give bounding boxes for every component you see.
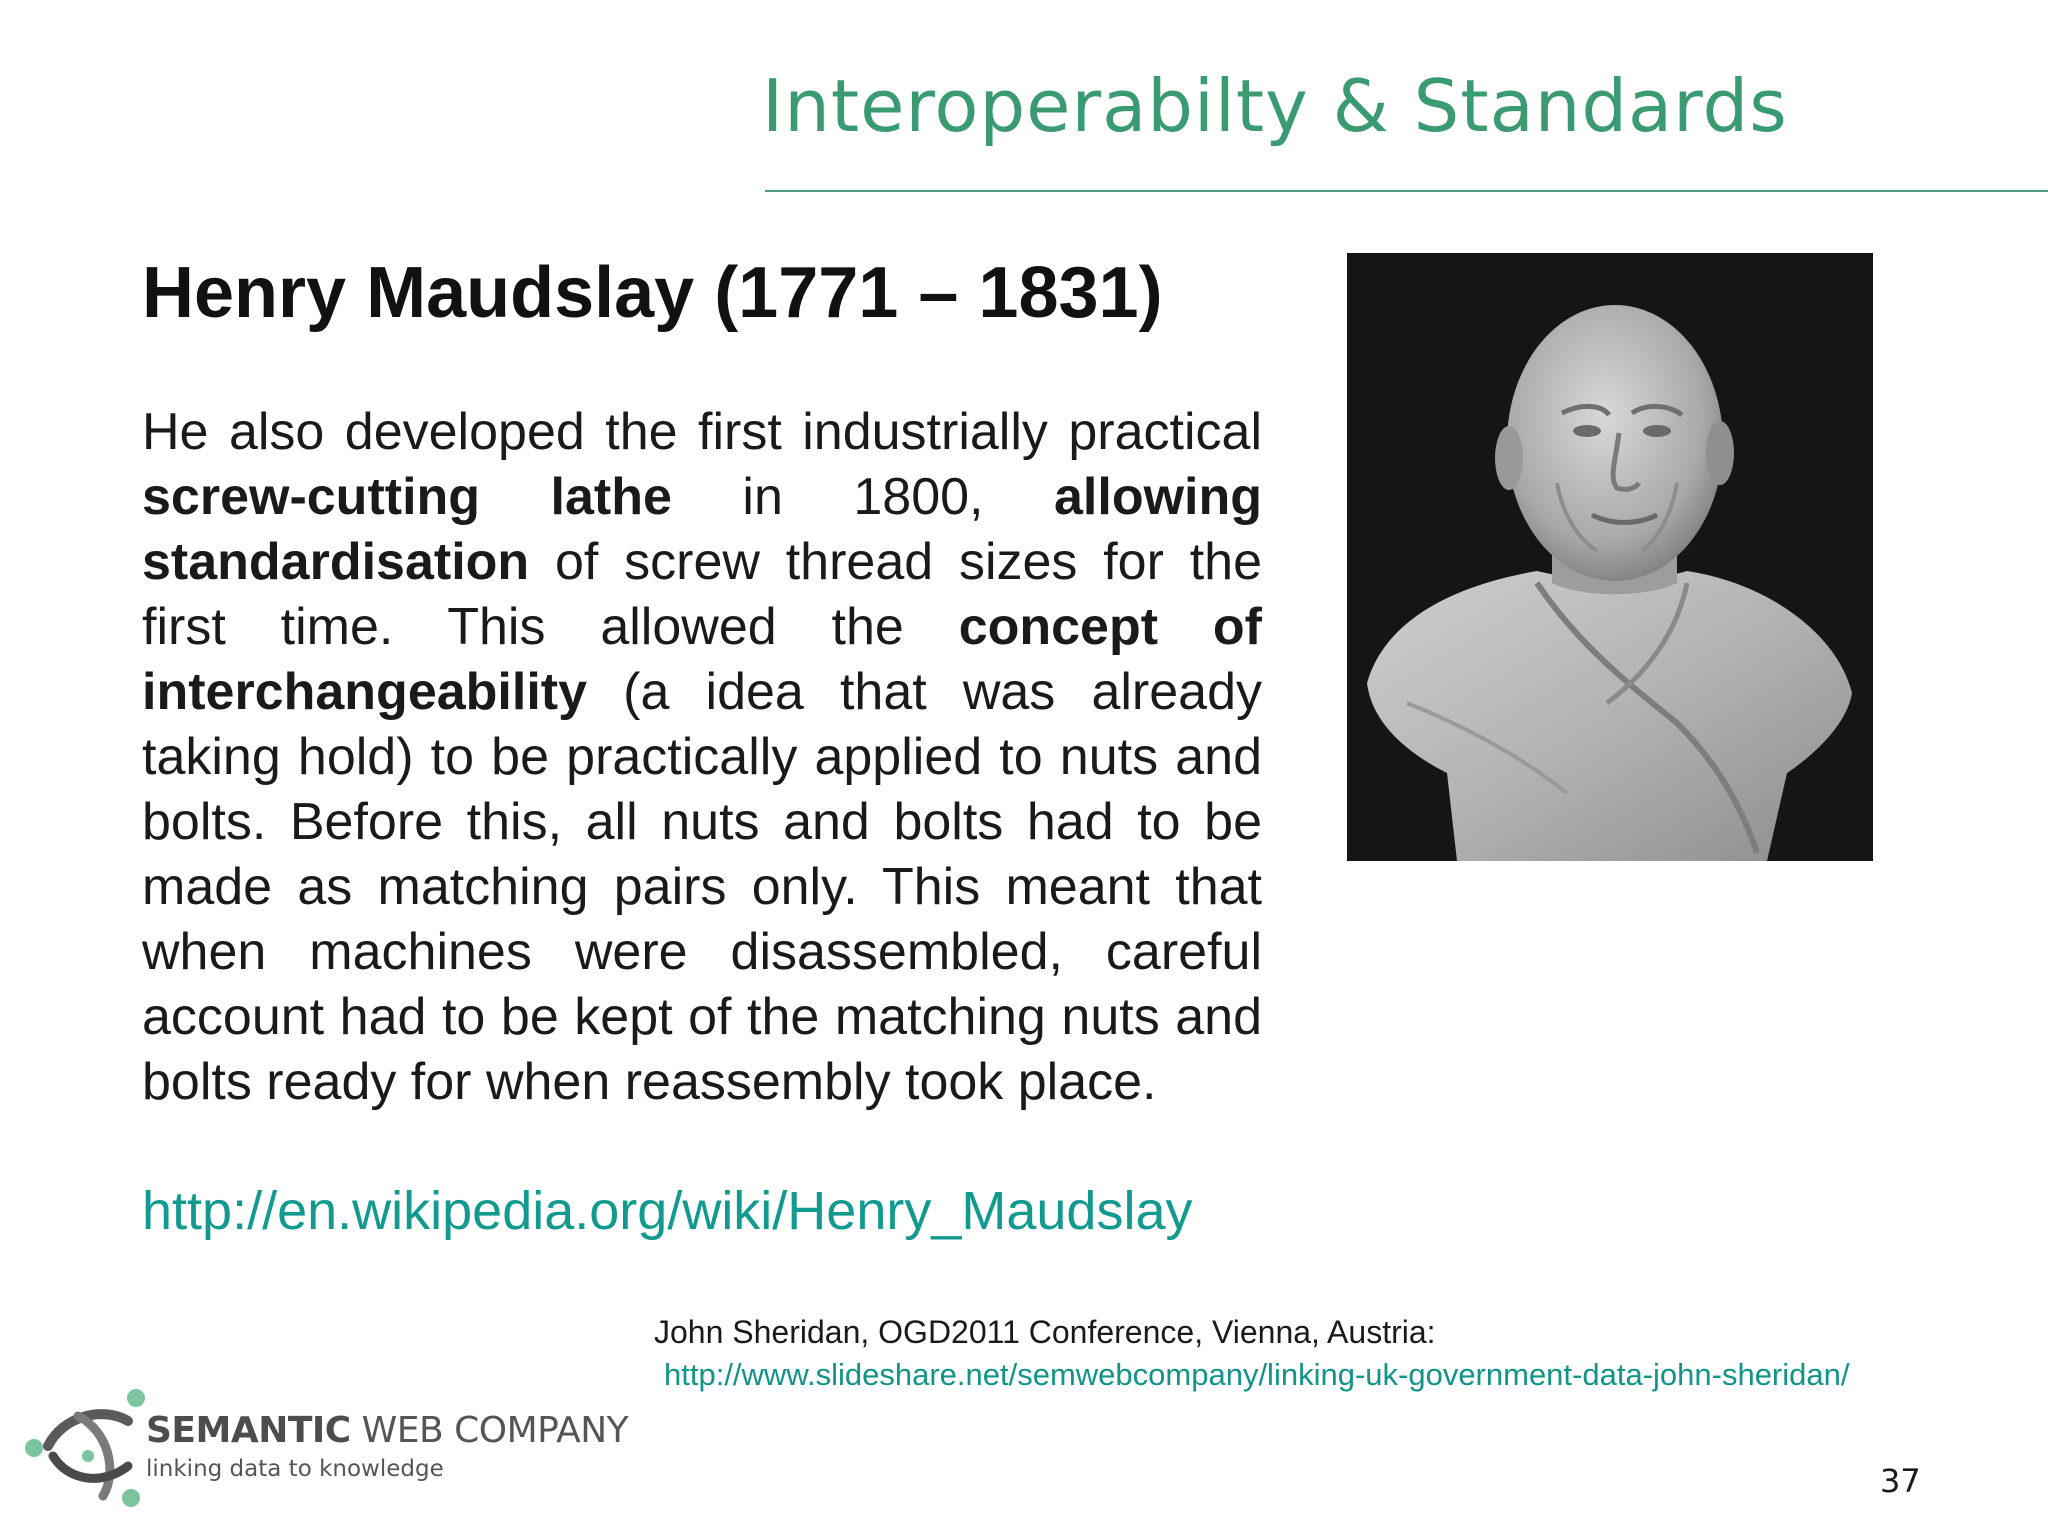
body-bold-segment: allowing standardisation: [142, 468, 1262, 591]
logo-tagline: linking data to knowledge: [146, 1456, 444, 1482]
logo-name-bold: SEMANTIC: [146, 1410, 351, 1451]
heading: Henry Maudslay (1771 – 1831): [142, 253, 1163, 333]
body-paragraph: [142, 400, 1262, 1115]
title-divider: [765, 190, 2048, 192]
logo-name-rest: WEB COMPANY: [350, 1410, 629, 1451]
logo-company-name: [146, 1410, 628, 1451]
body-text-segment: (a idea that was already taking hold) to be practically applied to nuts and bolts. Before this, all nuts and bolts had to be made as matching pairs only. This meant that when machines were disassembled, careful account had to be kept of the matching nuts and bolts ready for when reassembly took place.: [142, 663, 1262, 1111]
body-bold-segment: concept of interchangeability: [142, 598, 1262, 721]
slideshare-link[interactable]: http://www.slideshare.net/semwebcompany/linking-uk-government-data-john-sheridan/: [664, 1357, 1850, 1392]
body-text-segment: He also developed the first industrially practical: [142, 403, 1262, 461]
body-text-segment: in 1800,: [671, 468, 1054, 526]
bust-portrait-icon: [1347, 253, 1873, 861]
semantic-web-company-logo-icon: [18, 1376, 158, 1516]
bust-portrait-graphic: [1347, 253, 1873, 861]
wikipedia-link[interactable]: http://en.wikipedia.org/wiki/Henry_Maudslay: [142, 1181, 1193, 1241]
body-text-segment: of screw thread sizes for the first time. This allowed the: [142, 533, 1262, 656]
logo-graphic: [18, 1376, 158, 1516]
source-credit: John Sheridan, OGD2011 Conference, Vienna, Austria:: [654, 1314, 1436, 1350]
page-number: 37: [1880, 1462, 1921, 1500]
body-bold-segment: screw-cutting lathe: [142, 468, 672, 526]
slide-title: Interoperabilty & Standards: [762, 64, 1788, 148]
